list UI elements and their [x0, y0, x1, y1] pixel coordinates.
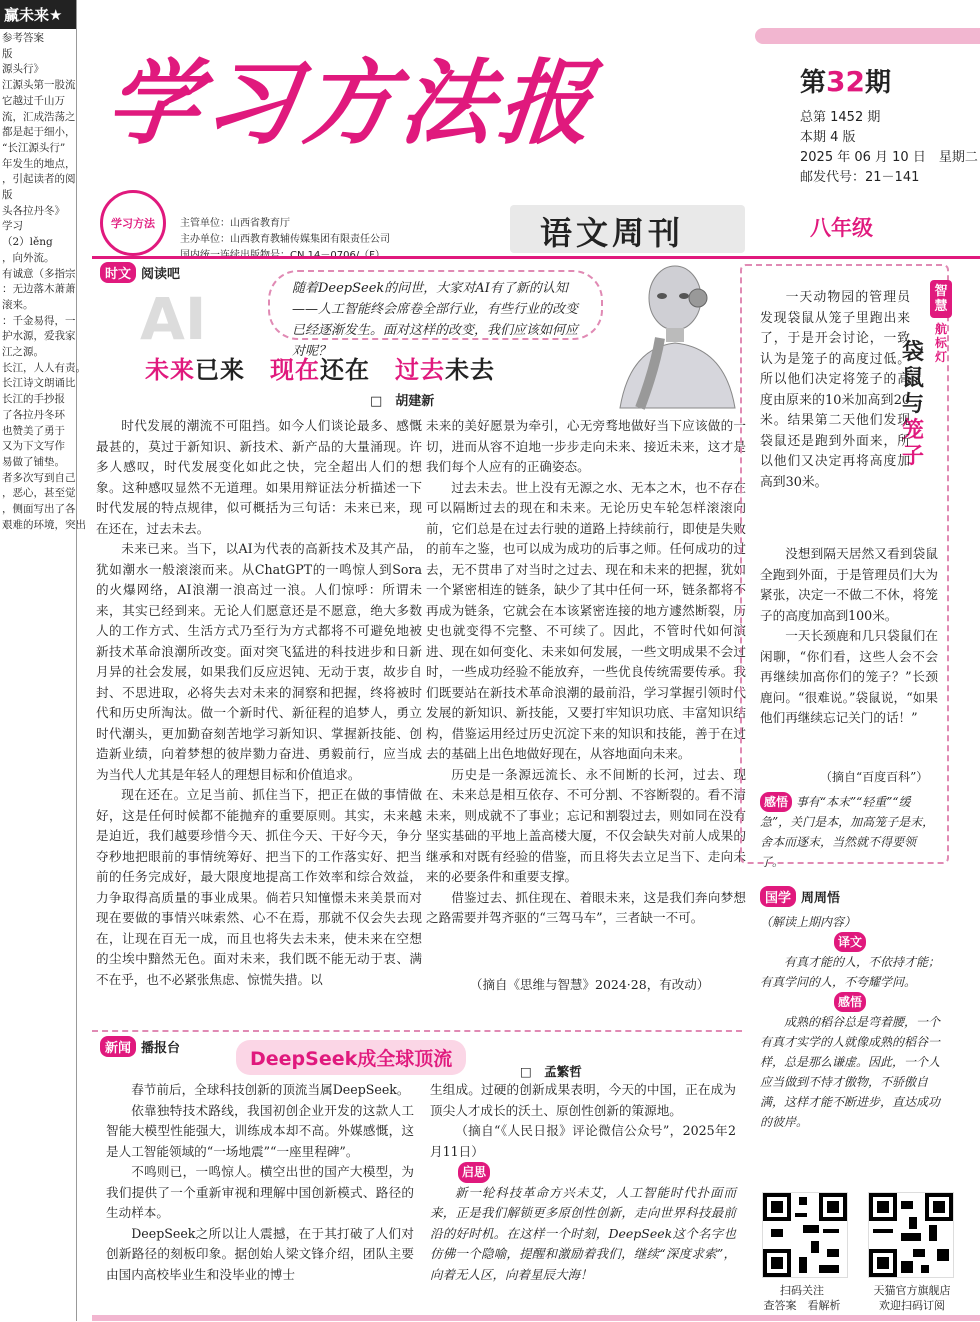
left-column-line: 艰难的环境，突出: [2, 518, 86, 531]
paragraph: 未来的美好愿景为牵引，心无旁骛地做好当下应该做的一切，进而从容不迫地一步步走向未来、接近未来，这才是我们每个人应有的正确姿态。: [426, 418, 746, 474]
left-column-line: 长江诗文朗诵比: [2, 377, 76, 390]
paragraph: 一天长颈鹿和几只袋鼠们在闲聊，“你们看，这些人会不会再继续加高你们的笼子？”长颈鹿问。“很难说。”袋鼠说，“如果他们再继续忘记关门的话！”: [760, 628, 938, 725]
left-column-line: 源头行》: [2, 63, 44, 76]
left-column-line: ，向外流。: [2, 251, 55, 264]
left-column-line: 年发生的地点，: [2, 157, 76, 170]
newspaper-title: 学习方法报: [101, 49, 603, 157]
fable-body: [760, 288, 910, 493]
article-intro: 随着DeepSeek的问世，大家对AI有了新的认知——人工智能终会席卷全部行业，有些行业的改变已经逐渐发生。面对这样的改变，我们应该如何应对呢？: [268, 270, 603, 340]
paragraph: 春节前后，全球科技创新的顶流当属DeepSeek。: [131, 1082, 410, 1097]
paragraph: 未来已来。当下，以AI为代表的高新技术及其产品，犹如潮水一般滚滚而来。从ChatGPT的一鸣惊人到Sora的火爆网络，AI浪潮一浪高过一浪。人们惊呼：所谓未来，其实已经到来。无论人们愿意还是不愿意，绝大多数人的工作方式、生活方式乃至行为方式都将不可避免地被新技术革命浪潮所改变。面对突飞猛进的科技进步和日新月异的社会发展，如果我们反应迟钝、无动于衷，故步自封、不思进取，必将失去对未来的洞察和把握，终将被时代和历史所淘汰。做一个新时代、新征程的追梦人，勇立时代潮头，更加勤奋刻苦地学习新知识、掌握新技能、创造新业绩，向着梦想的彼岸勠力奋进、勇毅前行，应当成为当代人尤其是年轻人的理想目标和价值追求。: [96, 541, 422, 782]
left-column-line: 流，汇成浩荡之: [2, 110, 76, 123]
left-column-line: 护水源，爱我家: [2, 330, 76, 343]
total-issue: 总第 1452 期: [800, 110, 881, 125]
left-column-line: 学习: [2, 220, 23, 233]
news-column-1: [106, 1080, 414, 1285]
fable-tag: 智慧: [930, 280, 952, 318]
paragraph: 历史是一条源远流长、永不间断的长河，过去、现在、未来总是相互依存、不可分割、不容断裂的。看不清未来，则成就不了事业；忘记和割裂过去，则如同在没有坚实基础的平地上盖高楼大厦，不仅会缺失对前人成果的继承和对既有经验的借鉴，而且将失去立足当下、走向未来的必要条件和重要支撑。: [426, 766, 746, 884]
guoxue-body: [760, 912, 940, 1132]
article-source: （摘自《思维与智慧》2024·28，有改动）: [470, 977, 710, 992]
left-column-line: 它越过千山万: [2, 94, 65, 107]
paragraph: 借鉴过去、抓住现在、着眼未来，这是我们奔向梦想之路需要并驾齐驱的“三驾马车”，三者缺一不可。: [426, 889, 746, 925]
fable-source: （摘自“百度百科”）: [820, 770, 929, 784]
paragraph: 不鸣则已，一鸣惊人。横空出世的国产大模型，为我们提供了一个重新审视和理解中国创新模式、路径的生动样本。: [106, 1164, 414, 1220]
fable-body-2: [760, 544, 938, 729]
left-column-line: 都是起于细小，: [2, 126, 76, 139]
masthead-divider: [92, 256, 980, 259]
news-source: （摘自“《人民日报》评论微信公众号”，2025年2月11日）: [430, 1123, 736, 1159]
paragraph: 过去未去。世上没有无源之水、无本之木，也不存在可以隔断过去的现在和未来。无论历史车轮怎样滚滚向前，它们总是在过去行驶的道路上持续前行，即使是失败的前车之鉴，也可以成为成功的后事之师。任何成功的过去，无不贯串了对当时之过去、现在和未来的把握，犹如一个紧密相连的链条，缺少了其中任何一环，链条都将不再成为链条，它就会在本该紧密连接的地方遽然断裂，历史也就变得不完整、不可续了。因此，不管时代如何演进、现在如何变化、未来如何发展，一些文明成果不会过时，一些成功经验不能放弃，一些优良传统需要传承。我们既要站在新技术革命浪潮的最前沿，学习掌握引领时代发展的新知识、新技能，又要打牢知识功底、丰富知识结构，借鉴运用经过历史沉淀下来的知识和技能，善于在过去的基础上出色地做好现在，从容地面向未来。: [426, 479, 746, 761]
article-column-2: [426, 416, 746, 929]
publisher-info: 主管单位：山西省教育厅 主办单位：山西教育教辅传媒集团有限责任公司: [180, 218, 390, 245]
left-column-line: ，侧面写出了各: [2, 503, 76, 516]
fable-title: 袋鼠与笼子: [901, 340, 924, 469]
translation: 有真才能的人，不依持才能；有真学问的人，不夸耀学问。: [760, 955, 941, 989]
paragraph: 时代发展的潮流不可阻挡。如今人们谈论最多、感慨最甚的，莫过于新知识、新技术、新产品的大量涌现。许多人感叹，时代发展变化如此之快，完全超出人们的想象。这种感叹显然不无道理。如果用辩证法分析描述一下时代发展的特点规律，似可概括为三句话：未来已来，现在还在，过去未去。: [96, 418, 422, 536]
translation-label: 译文: [834, 932, 866, 952]
bottom-pink-bar: [92, 1315, 980, 1321]
left-column-line: 参考答案: [2, 32, 44, 44]
news-reflection: 新一轮科技革命方兴未艾，人工智能时代扑面而来，正是我们解锁更多原创性创新，走向世界科技最前沿的好时机。在这样一个时刻，DeepSeek这个名字也仿佛一个隐喻，提醒和激励着我们，继续“深度求索”，向着无人区，向着星辰大海！: [430, 1184, 736, 1282]
left-column-line: “长江源头行”: [2, 141, 66, 154]
left-column-line: ：无边落木萧萧: [2, 283, 76, 296]
article-title: 未来已来 现在还在 过去未去: [145, 356, 495, 384]
left-column-line: 有诚意（多指宗: [2, 267, 76, 280]
left-column-line: 者多次写到自己: [2, 471, 76, 484]
article-column-1: [96, 416, 422, 990]
left-adjacent-column: [0, 0, 86, 1321]
news-title: DeepSeek成全球顶流: [236, 1040, 466, 1075]
article-section-tag: 时文 阅读吧: [100, 262, 185, 283]
qr-code-store[interactable]: [868, 1192, 954, 1278]
news-author: □ 孟繁哲: [520, 1064, 582, 1079]
qr-code-answers[interactable]: [762, 1192, 848, 1278]
fable-tag-sub: 航标灯: [934, 322, 947, 364]
left-column-line: 滚来。: [2, 298, 34, 311]
left-column-line: 版: [2, 189, 13, 202]
left-column-line: 江源头第一股流: [2, 79, 76, 92]
left-column-line: 头各拉丹冬》: [2, 204, 65, 217]
left-column-line: ，恶心，甚至觉: [2, 487, 76, 500]
left-column-line: （2）lěng: [2, 236, 53, 249]
left-column-lines: [0, 29, 86, 534]
left-column-line: 了各拉丹冬环: [2, 408, 65, 421]
left-column-line: ，引起读者的阅: [2, 173, 76, 186]
issue-number: 第32期: [800, 65, 891, 98]
insight-label: 感悟: [834, 992, 866, 1012]
ai-background-word: AI: [140, 285, 207, 353]
grade-label: 八年级: [810, 216, 873, 240]
qisi-label: 启思: [458, 1162, 490, 1183]
left-column-line: 也赞美了勇于: [2, 424, 65, 437]
left-column-line: 长江的手抄报: [2, 393, 65, 406]
paragraph: 生组成。过硬的创新成果表明，今天的中国，正在成为顶尖人才成长的沃土、原创性创新的策源地。: [430, 1082, 736, 1118]
paragraph: 一天动物园的管理员发现袋鼠从笼子里跑出来了，于是开会讨论，一致认为是笼子的高度过低。所以他们决定将笼子的高度由原来的10米加高到20米。结果第二天他们发现袋鼠还是跑到外面来，所以他们又决定再将高度加高到30米。: [760, 290, 910, 490]
top-pink-bar: [755, 28, 980, 44]
left-column-line: 易做了铺垫。: [2, 455, 65, 468]
robot-illustration: [600, 258, 745, 413]
left-column-line: 又为下文写作: [2, 440, 65, 453]
guoxue-insight: 成熟的稻谷总是弯着腰，一个有真才实学的人就像成熟的稻谷一样，总是那么谦虚。因此，一个人应当做到不恃才傲物，不骄傲自满，这样才能不断进步，直达成功的彼岸。: [760, 1015, 941, 1129]
postal-code: 邮发代号：21－141: [800, 170, 920, 185]
left-column-line: 版: [2, 47, 13, 60]
issue-no: 32: [826, 65, 865, 98]
left-column-line: 长江，人人有责。: [2, 361, 86, 374]
left-column-line: 江之源。: [2, 346, 44, 359]
issue-date: 2025 年 06 月 10 日 星期二: [800, 150, 978, 165]
paragraph: DeepSeek之所以让人震撼，在于其打破了人们对创新路径的刻板印象。据创始人梁文锋介绍，团队主要由国内高校毕业生和没毕业的博士: [106, 1225, 414, 1282]
qr-captions: 扫码关注 查答案 看解析 天猫官方旗舰店 欢迎扫码订阅: [763, 1284, 951, 1312]
edition-title: 语文周刊: [540, 214, 685, 252]
left-column-line: ：千金易得，一: [2, 314, 76, 327]
news-column-2: [430, 1080, 736, 1285]
insight-label: 感悟: [760, 792, 792, 812]
newspaper-logo: 学习方法: [100, 190, 166, 256]
fable-insight: 感悟 事有“本末”“轻重”“缓急”，关门是本，加高笼子是末，舍本而逐末，当然就不得要领了。: [760, 792, 938, 872]
guoxue-section-tag: 国学 周周悟: [760, 886, 845, 907]
paragraph: 现在还在。立足当前、抓住当下，把正在做的事情做好，这是任何时候都不能抛弃的重要原则。其实，未来越是迫近，我们越要珍惜今天、抓住今天、干好今天，争分夺秒地把眼前的事情统筹好、把当下的工作落实好、把当前的任务完成好，最大限度地提高工作效率和综合效益，力争取得高质量的事业成果。倘若只知憧憬未来美景而对现在要做的事情兴味索然、心不在焉，那就不仅会失去现在，让现在百无一成，而且也将失去未来，使未来在空想的尘埃中黯然无色。面对未来，我们既不能无动于衷、满不在乎，也不必紧张焦虑、惊慌失措。以: [96, 787, 422, 987]
news-section-tag: 新闻 播报台: [100, 1036, 185, 1057]
article-author: □ 胡建新: [370, 394, 435, 409]
left-column-tag: 赢未来★: [0, 0, 76, 29]
page-count: 本期 4 版: [800, 130, 856, 145]
paragraph: 依靠独特技术路线，我国初创企业开发的这款人工智能大模型性能强大，训练成本却不高。外媒感慨，这是人工智能领域的“一场地震”“一座里程碑”。: [106, 1102, 414, 1159]
guoxue-note: （解读上期内容）: [760, 915, 857, 929]
paragraph: 没想到隔天居然又看到袋鼠全跑到外面，于是管理员们大为紧张，决定一不做二不休，将笼子的高度加高到100米。: [760, 546, 938, 623]
issue-meta: [800, 108, 978, 188]
